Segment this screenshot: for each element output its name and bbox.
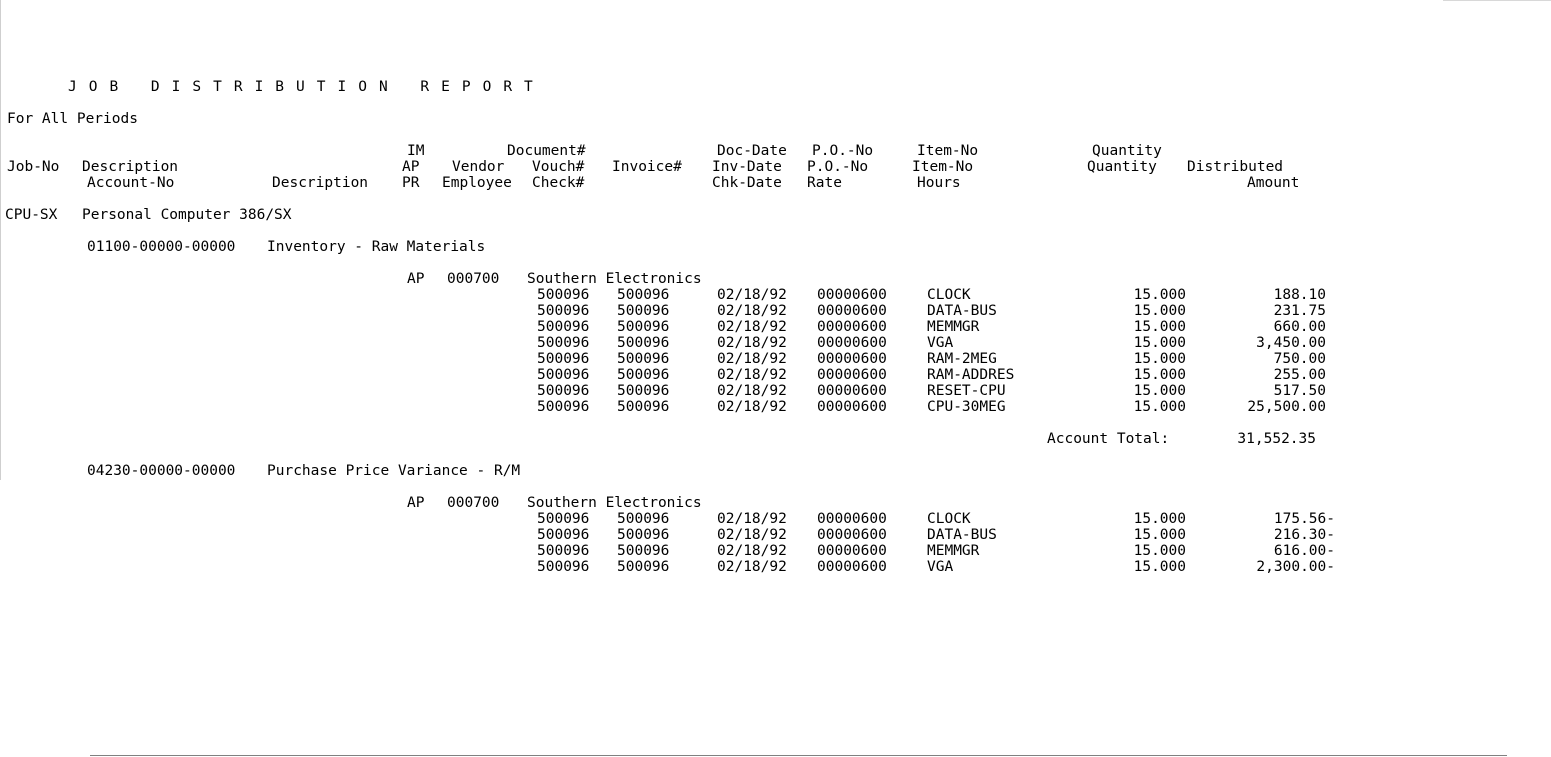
line-date: 02/18/92 <box>717 511 787 527</box>
line-date: 02/18/92 <box>717 287 787 303</box>
line-voucher: 500096 <box>617 559 670 575</box>
line-voucher: 500096 <box>617 399 670 415</box>
line-item-number: RAM-2MEG <box>927 351 997 367</box>
line-po-number: 00000600 <box>817 399 887 415</box>
line-po-number: 00000600 <box>817 351 887 367</box>
line-document: 500096 <box>537 335 590 351</box>
line-voucher: 500096 <box>617 351 670 367</box>
line-document: 500096 <box>537 527 590 543</box>
header-check: Check# <box>532 175 585 191</box>
line-po-number: 00000600 <box>817 287 887 303</box>
header-ap: AP <box>402 159 420 175</box>
header-po-no-2: P.O.-No <box>807 159 869 175</box>
line-amount: 175.56- <box>1273 511 1335 527</box>
line-date: 02/18/92 <box>717 399 787 415</box>
line-item-number: MEMMGR <box>927 543 980 559</box>
line-date: 02/18/92 <box>717 367 787 383</box>
vendor-name: Southern Electronics <box>527 271 702 287</box>
line-po-number: 00000600 <box>817 303 887 319</box>
line-amount: 231.75 <box>1273 303 1326 319</box>
line-document: 500096 <box>537 351 590 367</box>
header-chk-date: Chk-Date <box>712 175 782 191</box>
line-quantity: 15.000 <box>1133 559 1186 575</box>
header-description-2: Description <box>272 175 369 191</box>
line-document: 500096 <box>537 383 590 399</box>
header-vouch: Vouch# <box>532 159 585 175</box>
header-im: IM <box>407 143 425 159</box>
header-amount: Amount <box>1247 175 1300 191</box>
line-date: 02/18/92 <box>717 303 787 319</box>
line-date: 02/18/92 <box>717 351 787 367</box>
line-amount: 255.00 <box>1273 367 1326 383</box>
line-voucher: 500096 <box>617 383 670 399</box>
vendor-id: 000700 <box>447 271 500 287</box>
line-voucher: 500096 <box>617 335 670 351</box>
line-quantity: 15.000 <box>1133 287 1186 303</box>
line-po-number: 00000600 <box>817 527 887 543</box>
line-po-number: 00000600 <box>817 367 887 383</box>
vendor-id: 000700 <box>447 495 500 511</box>
header-employee: Employee <box>442 175 512 191</box>
source-code: AP <box>407 271 425 287</box>
line-po-number: 00000600 <box>817 543 887 559</box>
line-document: 500096 <box>537 399 590 415</box>
job-number: CPU-SX <box>5 207 58 223</box>
line-po-number: 00000600 <box>817 383 887 399</box>
line-voucher: 500096 <box>617 319 670 335</box>
header-hours: Hours <box>917 175 961 191</box>
line-document: 500096 <box>537 287 590 303</box>
header-inv-date: Inv-Date <box>712 159 782 175</box>
vendor-name: Southern Electronics <box>527 495 702 511</box>
line-date: 02/18/92 <box>717 559 787 575</box>
line-amount: 188.10 <box>1273 287 1326 303</box>
line-item-number: DATA-BUS <box>927 527 997 543</box>
header-vendor: Vendor <box>452 159 505 175</box>
line-quantity: 15.000 <box>1133 543 1186 559</box>
header-rate: Rate <box>807 175 842 191</box>
line-document: 500096 <box>537 511 590 527</box>
line-quantity: 15.000 <box>1133 303 1186 319</box>
line-document: 500096 <box>537 319 590 335</box>
job-description: Personal Computer 386/SX <box>82 207 292 223</box>
header-pr: PR <box>402 175 420 191</box>
source-code: AP <box>407 495 425 511</box>
line-document: 500096 <box>537 303 590 319</box>
line-date: 02/18/92 <box>717 543 787 559</box>
line-amount: 750.00 <box>1273 351 1326 367</box>
line-voucher: 500096 <box>617 527 670 543</box>
line-amount: 616.00- <box>1273 543 1335 559</box>
page-footer-rule <box>90 755 1507 756</box>
line-item-number: CPU-30MEG <box>927 399 1006 415</box>
line-voucher: 500096 <box>617 367 670 383</box>
line-po-number: 00000600 <box>817 319 887 335</box>
line-amount: 25,500.00 <box>1247 399 1326 415</box>
header-invoice: Invoice# <box>612 159 682 175</box>
line-document: 500096 <box>537 559 590 575</box>
line-item-number: CLOCK <box>927 511 971 527</box>
line-item-number: DATA-BUS <box>927 303 997 319</box>
header-po-no: P.O.-No <box>812 143 874 159</box>
line-voucher: 500096 <box>617 543 670 559</box>
line-date: 02/18/92 <box>717 527 787 543</box>
page-left-edge <box>0 0 1 480</box>
line-amount: 3,450.00 <box>1256 335 1326 351</box>
header-job-no: Job-No <box>7 159 60 175</box>
line-quantity: 15.000 <box>1133 527 1186 543</box>
header-distributed: Distributed <box>1187 159 1284 175</box>
line-amount: 2,300.00- <box>1256 559 1335 575</box>
header-item-no-2: Item-No <box>912 159 974 175</box>
header-quantity: Quantity <box>1092 143 1162 159</box>
line-quantity: 15.000 <box>1133 335 1186 351</box>
line-quantity: 15.000 <box>1133 511 1186 527</box>
report-title: JOB DISTRIBUTION REPORT <box>68 79 545 95</box>
line-amount: 660.00 <box>1273 319 1326 335</box>
line-item-number: CLOCK <box>927 287 971 303</box>
line-po-number: 00000600 <box>817 511 887 527</box>
page-top-edge <box>1443 0 1551 1</box>
line-po-number: 00000600 <box>817 559 887 575</box>
line-item-number: RAM-ADDRES <box>927 367 1015 383</box>
line-document: 500096 <box>537 543 590 559</box>
line-item-number: VGA <box>927 559 954 575</box>
line-item-number: RESET-CPU <box>927 383 1006 399</box>
line-quantity: 15.000 <box>1133 367 1186 383</box>
line-item-number: VGA <box>927 335 954 351</box>
line-voucher: 500096 <box>617 511 670 527</box>
report-subtitle: For All Periods <box>7 111 138 127</box>
line-document: 500096 <box>537 367 590 383</box>
account-description: Purchase Price Variance - R/M <box>267 463 521 479</box>
account-number: 04230-00000-00000 <box>87 463 236 479</box>
account-description: Inventory - Raw Materials <box>267 239 486 255</box>
line-quantity: 15.000 <box>1133 383 1186 399</box>
header-description: Description <box>82 159 179 175</box>
line-item-number: MEMMGR <box>927 319 980 335</box>
header-item-no: Item-No <box>917 143 979 159</box>
header-quantity-2: Quantity <box>1087 159 1157 175</box>
line-quantity: 15.000 <box>1133 399 1186 415</box>
line-po-number: 00000600 <box>817 335 887 351</box>
account-number: 01100-00000-00000 <box>87 239 236 255</box>
header-doc-date: Doc-Date <box>717 143 787 159</box>
line-quantity: 15.000 <box>1133 319 1186 335</box>
account-total-amount: 31,552.35 <box>1237 431 1316 447</box>
line-amount: 517.50 <box>1273 383 1326 399</box>
line-voucher: 500096 <box>617 303 670 319</box>
line-date: 02/18/92 <box>717 319 787 335</box>
line-date: 02/18/92 <box>717 383 787 399</box>
line-amount: 216.30- <box>1273 527 1335 543</box>
line-voucher: 500096 <box>617 287 670 303</box>
line-quantity: 15.000 <box>1133 351 1186 367</box>
header-document: Document# <box>507 143 586 159</box>
line-date: 02/18/92 <box>717 335 787 351</box>
account-total-label: Account Total: <box>1047 431 1170 447</box>
header-account-no: Account-No <box>87 175 175 191</box>
